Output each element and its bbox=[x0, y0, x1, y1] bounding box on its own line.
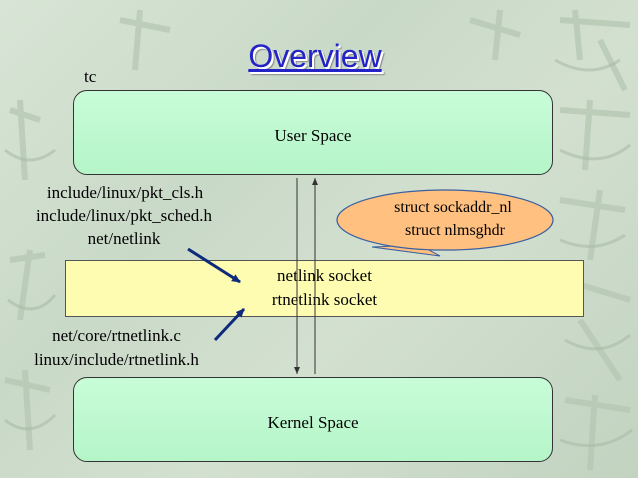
kernel-space-label: Kernel Space bbox=[267, 413, 359, 432]
socket-line-1: netlink socket bbox=[277, 266, 372, 285]
header-upper-2: include/linux/pkt_sched.h bbox=[35, 206, 213, 225]
header-upper-1: include/linux/pkt_cls.h bbox=[46, 183, 204, 202]
struct-line-1: struct sockaddr_nl bbox=[394, 199, 512, 216]
user-space-label: User Space bbox=[274, 126, 352, 145]
header-lower-2: linux/include/rtnetlink.h bbox=[34, 350, 199, 369]
struct-line-2: struct nlmsghdr bbox=[405, 222, 505, 239]
header-lower-1: net/core/rtnetlink.c bbox=[52, 326, 181, 345]
slide-title: Overview bbox=[248, 38, 382, 74]
socket-line-2: rtnetlink socket bbox=[271, 290, 378, 309]
tc-label: tc bbox=[84, 67, 97, 86]
header-upper-3: net/netlink bbox=[87, 229, 161, 248]
upper-pointer-arrow bbox=[188, 249, 240, 282]
